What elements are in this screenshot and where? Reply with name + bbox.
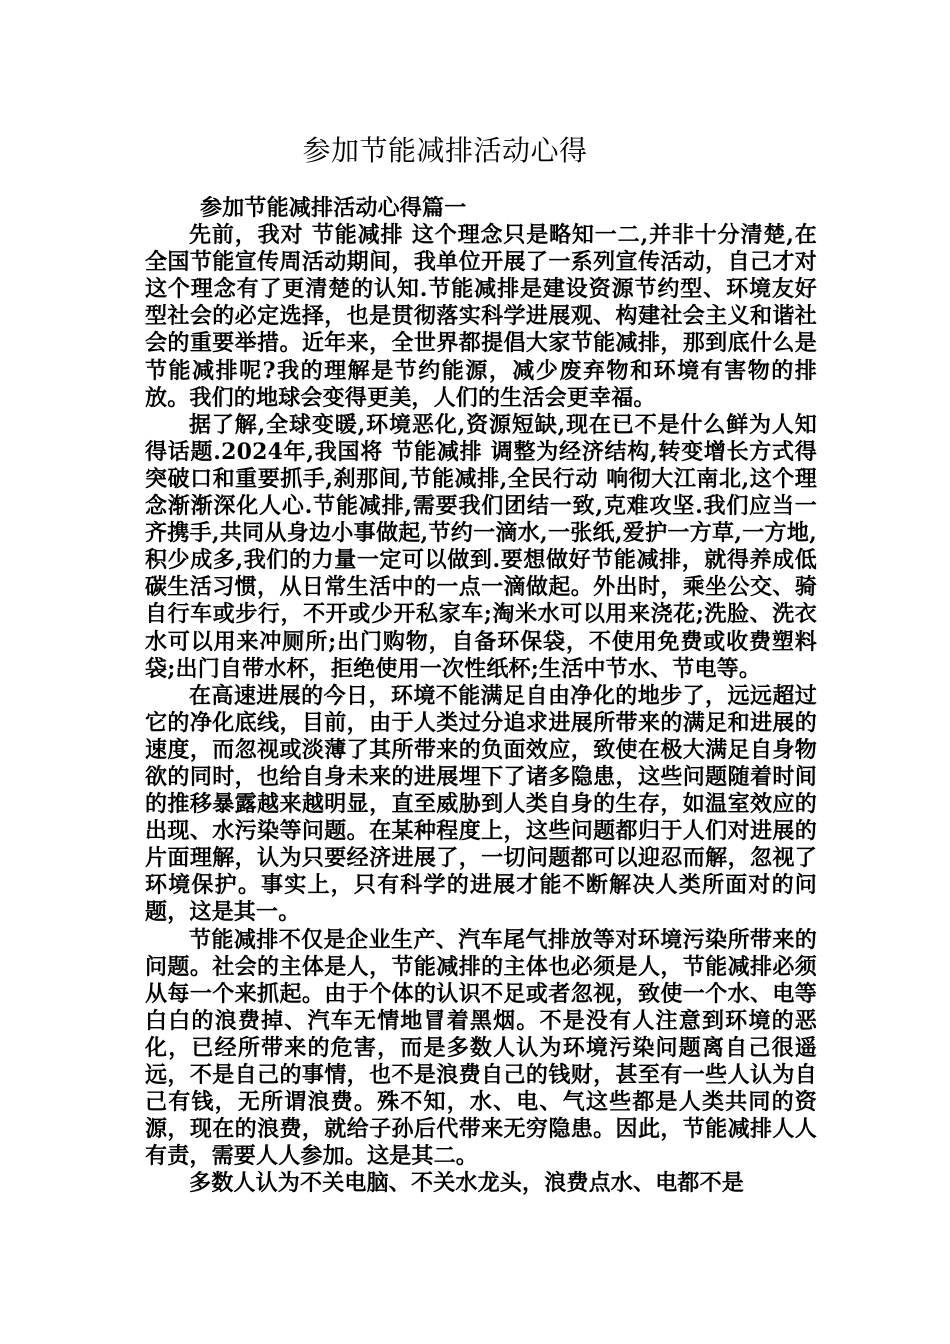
- paragraph-5: 多数人认为不关电脑、不关水龙头，浪费点水、电都不是: [189, 1170, 745, 1197]
- document-body: [145, 195, 817, 1197]
- paragraph-4: 节能减排不仅是企业生产、汽车尾气排放等对环境污染所带来的问题。社会的主体是人，节能减排的主体也必须是人，节能减排必须从每一个来抓起。由于个体的认识不足或者忽视，致使一个水、电等白白的浪费掉、汽车无情地冒着黑烟。不是没有人注意到环境的恶化，已经所带来的危害，而是多数人认为环境污染问题离自己很遥远，不是自己的事情，也不是浪费自己的钱财，甚至有一些人认为自己有钱，无所谓浪费。殊不知，水、电、气这些都是人类共同的资源，现在的浪费，就给子孙后代带来无穷隐患。因此，节能减排人人有责，需要人人参加。这是其二。: [145, 926, 817, 1170]
- document-title: 参加节能减排活动心得: [302, 134, 588, 167]
- paragraph-2: 据了解,全球变暖,环境恶化,资源短缺,现在已不是什么鲜为人知得话题.2024年,我国将 节能减排 调整为经济结构,转变增长方式得突破口和重要抓手,刹那间,节能减排,全民行动 响彻大江南北,这个理念渐渐深化人心.节能减排,需要我们团结一致,克难攻坚.我们应当一齐携手,共同从身边小事做起,节约一滴水,一张纸,爱护一方草,一方地,积少成多,我们的力量一定可以做到.要想做好节能减排，就得养成低碳生活习惯，从日常生活中的一点一滴做起。外出时，乘坐公交、骑自行车或步行，不开或少开私家车;淘米水可以用来浇花;洗脸、洗衣水可以用来冲厕所;出门购物，自备环保袋，不使用免费或收费塑料袋;出门自带水杯，拒绝使用一次性纸杯;生活中节水、节电等。: [145, 411, 817, 682]
- paragraph-3: 在高速进展的今日，环境不能满足自由净化的地步了，远远超过它的净化底线，目前，由于人类过分追求进展所带来的满足和进展的速度，而忽视或淡薄了其所带来的负面效应，致使在极大满足自身物欲的同时，也给自身未来的进展埋下了诸多隐患，这些问题随着时间的推移暴露越来越明显，直至威胁到人类自身的生存，如温室效应的出现、水污染等问题。在某种程度上，这些问题都归于人们对进展的片面理解，认为只要经济进展了，一切问题都可以迎忍而解，忽视了环境保护。事实上，只有科学的进展才能不断解决人类所面对的问题，这是其一。: [145, 682, 817, 926]
- section-subheading: 参加节能减排活动心得篇一: [200, 195, 467, 221]
- paragraph-1: 先前，我对 节能减排 这个理念只是略知一二,并非十分清楚,在全国节能宣传周活动期间，我单位开展了一系列宣传活动，自己才对这个理念有了更清楚的认知.节能减排是建设资源节约型、环境友好型社会的必定选择，也是贯彻落实科学进展观、构建社会主义和谐社会的重要举措。近年来，全世界都提倡大家节能减排，那到底什么是节能减排呢?我的理解是节约能源，减少废弃物和环境有害物的排放。我们的地球会变得更美，人们的生活会更幸福。: [145, 222, 817, 411]
